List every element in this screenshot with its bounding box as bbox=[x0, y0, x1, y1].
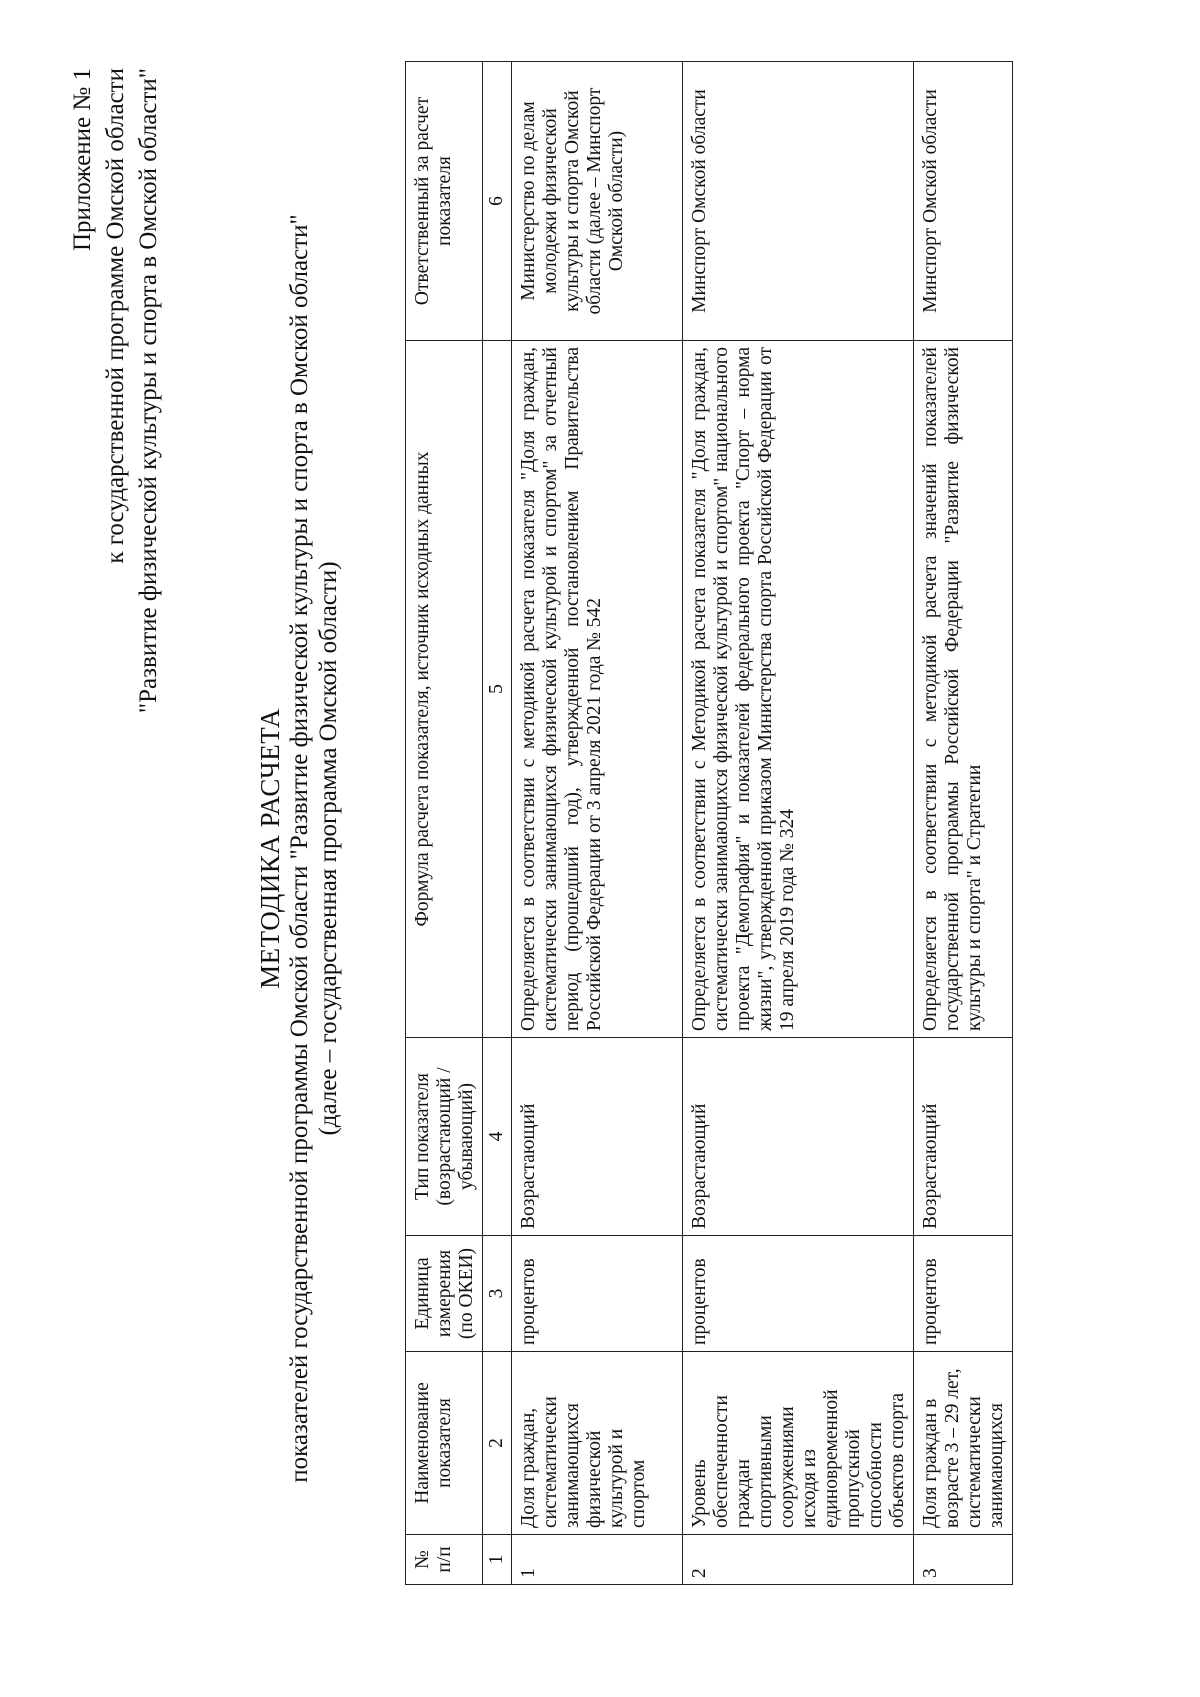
cell-num: 2 bbox=[683, 1535, 914, 1585]
table-header-row bbox=[406, 62, 483, 1585]
appendix-line-2: к государственной программе Омской области bbox=[102, 68, 129, 564]
cell-unit: процентов bbox=[512, 1236, 683, 1352]
cell-formula: Определяется в соответствии с методикой расчета значений показателей государственной программы Российской Федерации "Развитие физической культуры и спорта" и Стратегии bbox=[914, 341, 1013, 1038]
column-number: 3 bbox=[483, 1236, 512, 1352]
header-type: Тип показателя (возрастающий / убывающий) bbox=[406, 1038, 483, 1236]
header-responsible: Ответственный за расчет показателя bbox=[406, 62, 483, 341]
column-number: 4 bbox=[483, 1038, 512, 1236]
cell-name: Доля граждан, систематически занимающихся физической культурой и спортом bbox=[512, 1352, 683, 1535]
cell-type: Возрастающий bbox=[512, 1038, 683, 1236]
cell-unit: процентов bbox=[683, 1236, 914, 1352]
column-number: 1 bbox=[483, 1535, 512, 1585]
title-main: МЕТОДИКА РАСЧЕТА bbox=[255, 708, 285, 989]
cell-formula: Определяется в соответствии с Методикой расчета показателя "Доля граждан, систематически занимающихся физической культурой и спортом" национального проекта "Демография" и показателей федерального проекта "Спорт – норма жизни", утвержденной приказом Министерства спорта Российской Федерации от 19 апреля 2019 года № 324 bbox=[683, 341, 914, 1038]
title-sub-1: показателей государственной программы Омской области "Развитие физической культуры и спорта в Омской области" bbox=[286, 214, 313, 1483]
table-row bbox=[512, 62, 683, 1585]
table-row bbox=[683, 62, 914, 1585]
cell-name: Доля граждан в возрасте 3 – 29 лет, систематически занимающихся bbox=[914, 1352, 1013, 1535]
title-sub-2: (далее – государственная программа Омской области) bbox=[315, 561, 342, 1136]
column-number: 2 bbox=[483, 1352, 512, 1535]
cell-responsible: Минспорт Омской области bbox=[683, 62, 914, 341]
column-number: 6 bbox=[483, 62, 512, 341]
appendix-line-1: Приложение № 1 bbox=[69, 68, 96, 252]
header-formula: Формула расчета показателя, источник исходных данных bbox=[406, 341, 483, 1038]
header-unit: Единица измерения (по ОКЕИ) bbox=[406, 1236, 483, 1352]
cell-formula: Определяется в соответствии с методикой расчета показателя "Доля граждан, систематически занимающихся физической культурой и спортом" за отчетный период (прошедший год), утвержденной постановлением Правительства Российской Федерации от 3 апреля 2021 года № 542 bbox=[512, 341, 683, 1038]
column-number: 5 bbox=[483, 341, 512, 1038]
cell-unit: процентов bbox=[914, 1236, 1013, 1352]
cell-num: 3 bbox=[914, 1535, 1013, 1585]
cell-responsible: Министерство по делам молодежи физической культуры и спорта Омской области (далее – Минспорт Омской области) bbox=[512, 62, 683, 341]
header-num: № п/п bbox=[406, 1535, 483, 1585]
cell-responsible: Минспорт Омской области bbox=[914, 62, 1013, 341]
column-numbers-row bbox=[483, 62, 512, 1585]
header-name: Наименование показателя bbox=[406, 1352, 483, 1535]
cell-type: Возрастающий bbox=[683, 1038, 914, 1236]
document-title bbox=[256, 0, 343, 1697]
cell-type: Возрастающий bbox=[914, 1038, 1013, 1236]
appendix-line-3: "Развитие физической культуры и спорта в Омской области" bbox=[135, 68, 162, 714]
cell-num: 1 bbox=[512, 1535, 683, 1585]
indicators-table bbox=[405, 61, 1013, 1585]
table-row bbox=[914, 62, 1013, 1585]
appendix-header bbox=[66, 68, 165, 713]
cell-name: Уровень обеспеченности граждан спортивными сооружениями исходя из единовременной пропускной способности объектов спорта bbox=[683, 1352, 914, 1535]
